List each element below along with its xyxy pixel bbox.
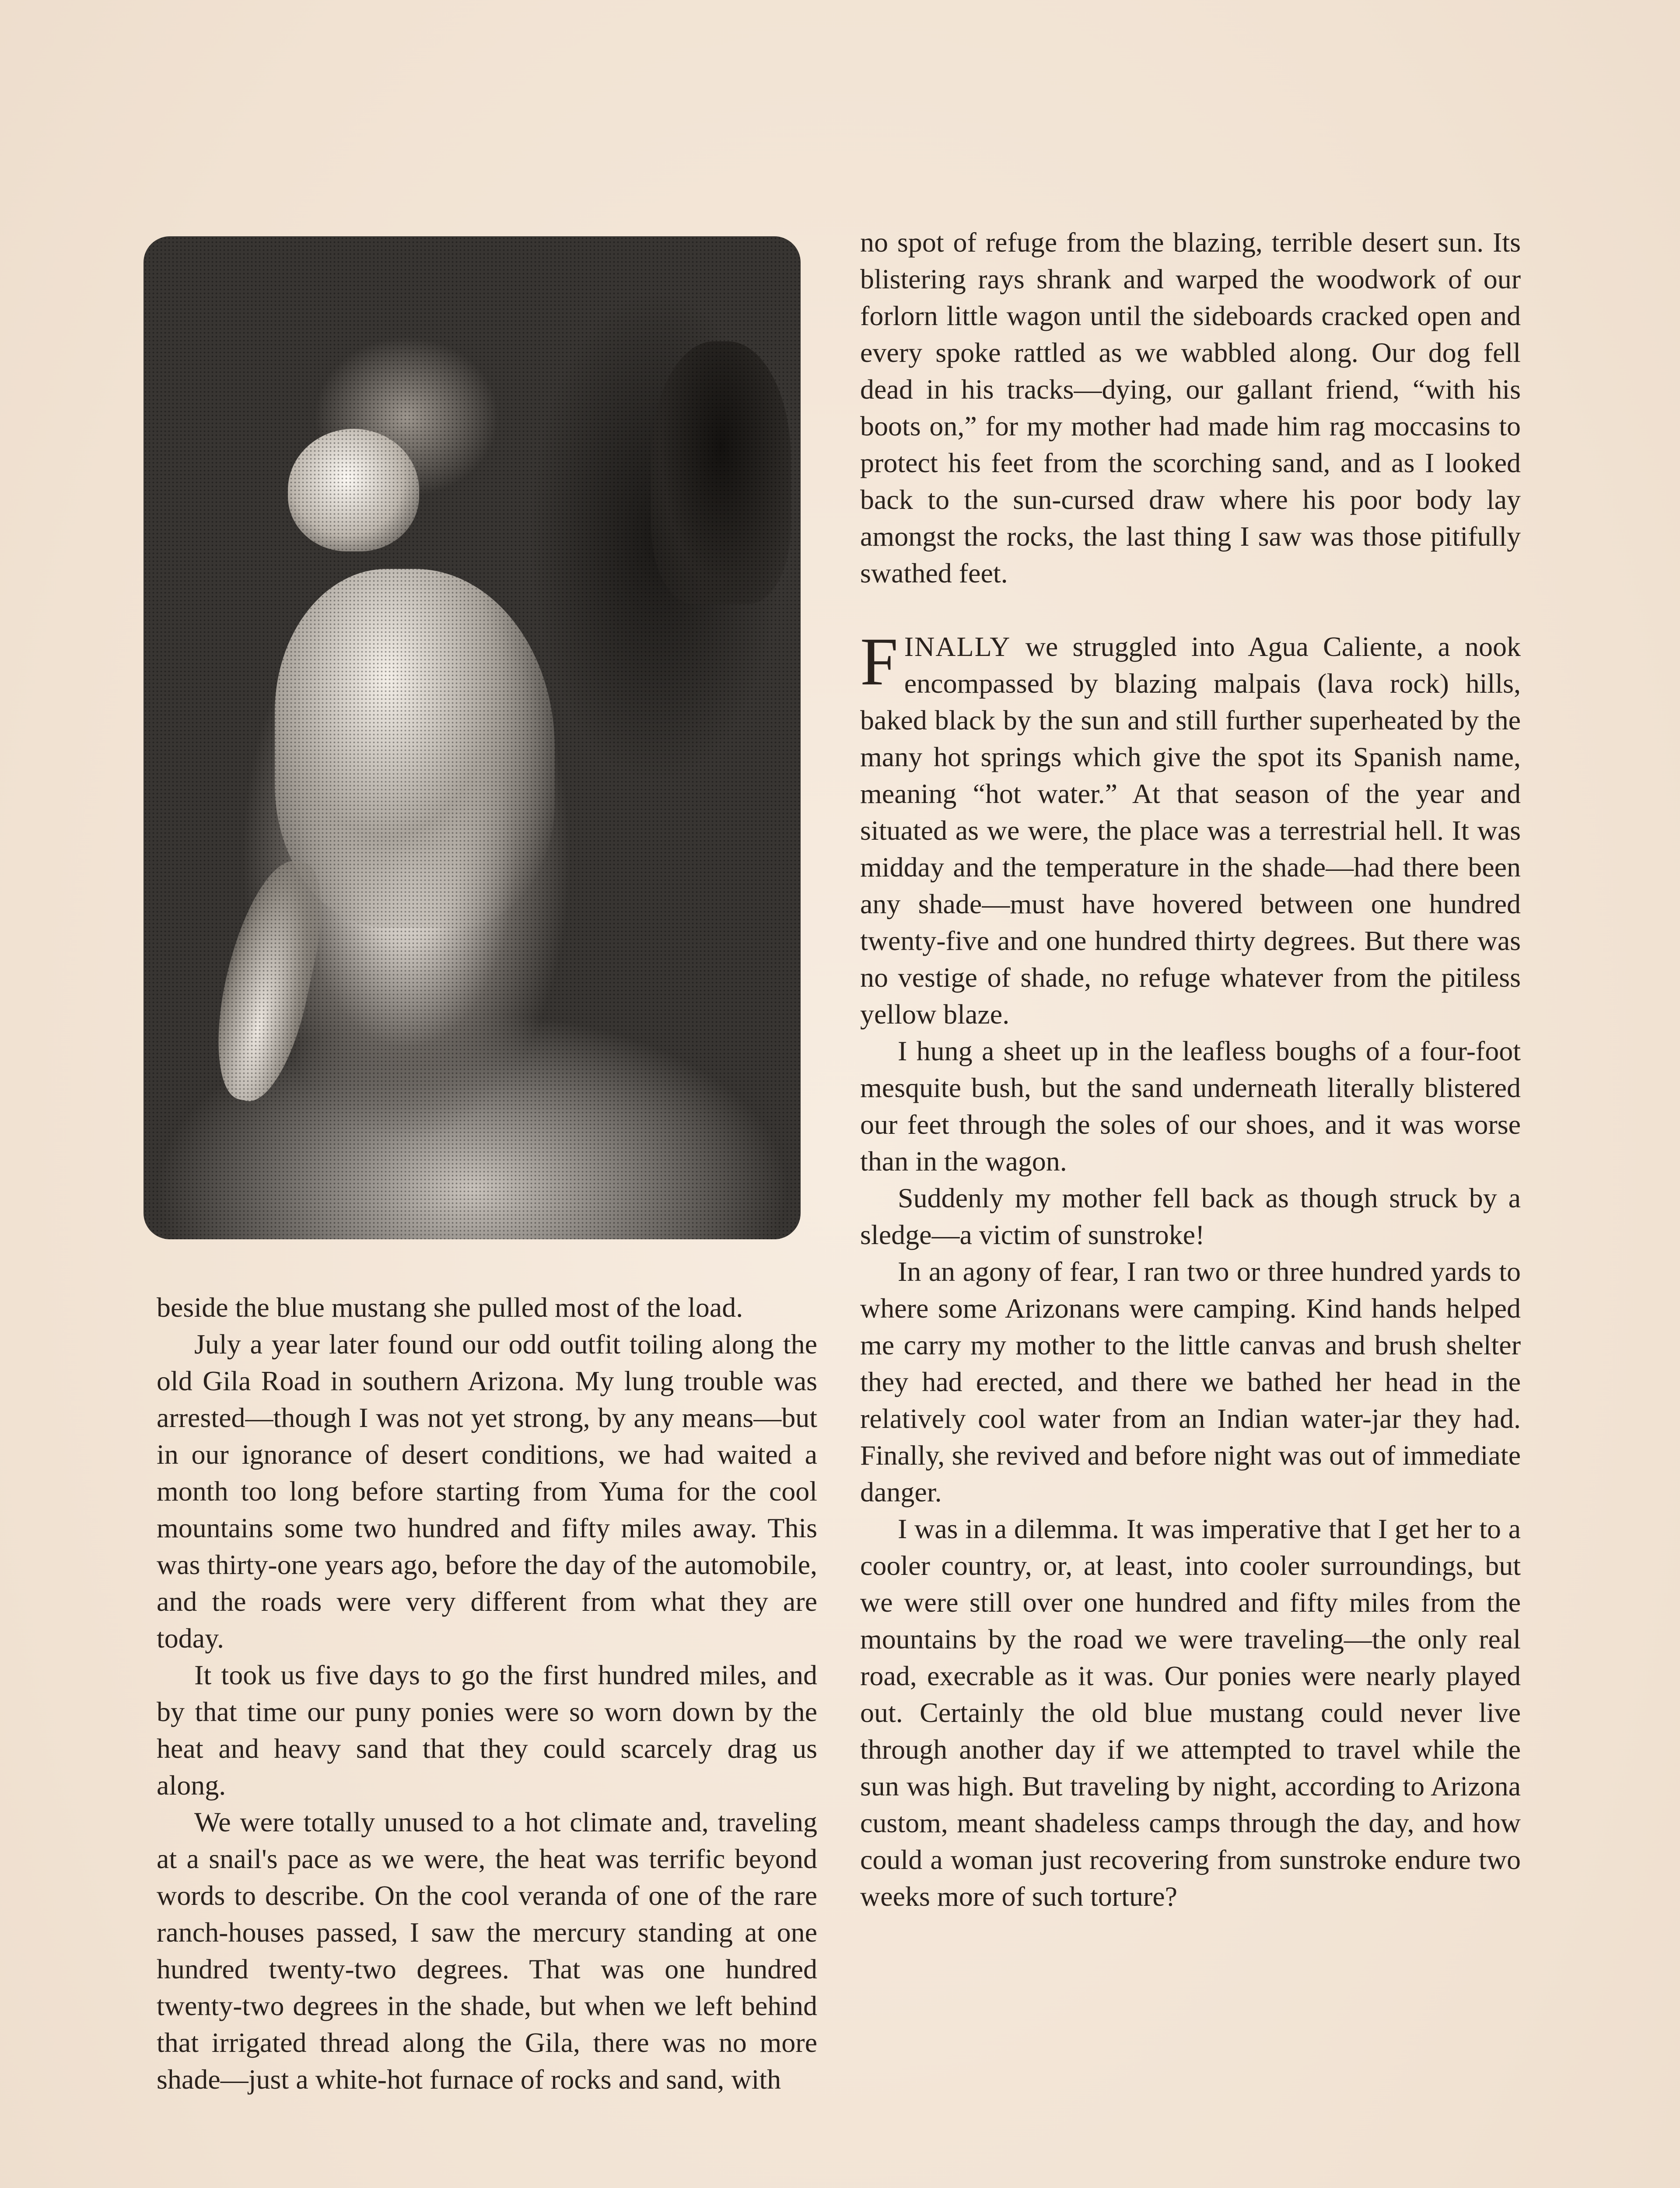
paragraph: beside the blue mustang she pulled most of the load. [157,1292,743,1323]
paragraph-with-dropcap [860,624,1521,1033]
drop-cap: F [860,624,898,699]
paragraph: It took us five days to go the first hundred miles, and by that time our puny ponies were so worn down by the heat and heavy sand that they could scarcely drag us along. [157,1659,817,1801]
story-illustration [144,236,801,1239]
paragraph-text: we struggled into Agua Caliente, a nook encompassed by blazing malpais (lava rock) hills, baked black by the sun and still further superheated by the many hot springs which give the spot its Spanish name, meaning “hot water.” At that season of the year and situated as we were, the place was a terrestrial hell. It was midday and the temperature in the shade—had there been any shade—must have hovered between one hundred twenty-five and one hundred thirty degrees. But there was no vestige of shade, no refuge whatever from the pitiless yellow blaze. [860,631,1521,1030]
paragraph: We were totally unused to a hot climate and, traveling at a snail's pace as we were, the heat was terrific beyond words to describe. On the cool veranda of one of the rare ranch-houses passed, I saw the mercury standing at one hundred twenty-two degrees. That was one hundred twenty-two degrees in the shade, but when we left behind that irrigated thread along the Gila, there was no more shade—just a white-hot furnace of rocks and sand, with [157,1806,817,2095]
section-break [860,592,1521,628]
small-caps-lead: INALLY [904,631,1011,662]
right-text-column [860,224,1521,1915]
paragraph: Suddenly my mother fell back as though struck by a sledge—a victim of sunstroke! [860,1182,1521,1250]
halftone-texture [144,236,801,1239]
left-text-column [157,1289,817,2098]
paragraph: July a year later found our odd outfit toiling along the old Gila Road in southern Arizona. My lung trouble was arrested—though I was not yet strong, by any means—but in our ignorance of desert conditions, we had waited a month too long before starting from Yuma for the cool mountains some two hundred and fifty miles away. This was thirty-one years ago, before the day of the automobile, and the roads were very different from what they are today. [157,1329,817,1654]
paragraph: I was in a dilemma. It was imperative that I get her to a cooler country, or, at least, into cooler surroundings, but we were still over one hundred and fifty miles from the mountains by the road we were traveling—the only real road, execrable as it was. Our ponies were nearly played out. Certainly the old blue mustang could never live through another day if we attempted to travel while the sun was high. But traveling by night, according to Arizona custom, meant shadeless camps through the day, and how could a woman just recovering from sunstroke endure two weeks more of such torture? [860,1513,1521,1912]
paragraph: no spot of refuge from the blazing, terrible desert sun. Its blistering rays shrank and warped the woodwork of our forlorn little wagon until the sideboards cracked open and every spoke rattled as we wabbled along. Our dog fell dead in his tracks—dying, our gallant friend, “with his boots on,” for my mother had made him rag moccasins to protect his feet from the scorching sand, and as I looked back to the sun-cursed draw where his poor body lay amongst the rocks, the last thing I saw was those pitifully swathed feet. [860,227,1521,589]
paragraph: I hung a sheet up in the leafless boughs of a four-foot mesquite bush, but the sand underneath literally blistered our feet through the soles of our shoes, and it was worse than in the wagon. [860,1035,1521,1177]
paragraph: In an agony of fear, I ran two or three hundred yards to where some Arizonans were camping. Kind hands helped me carry my mother to the little canvas and brush shelter they had erected, and there we bathed her head in the relatively cool water from an Indian water-jar they had. Finally, she revived and before night was out of immediate danger. [860,1256,1521,1508]
